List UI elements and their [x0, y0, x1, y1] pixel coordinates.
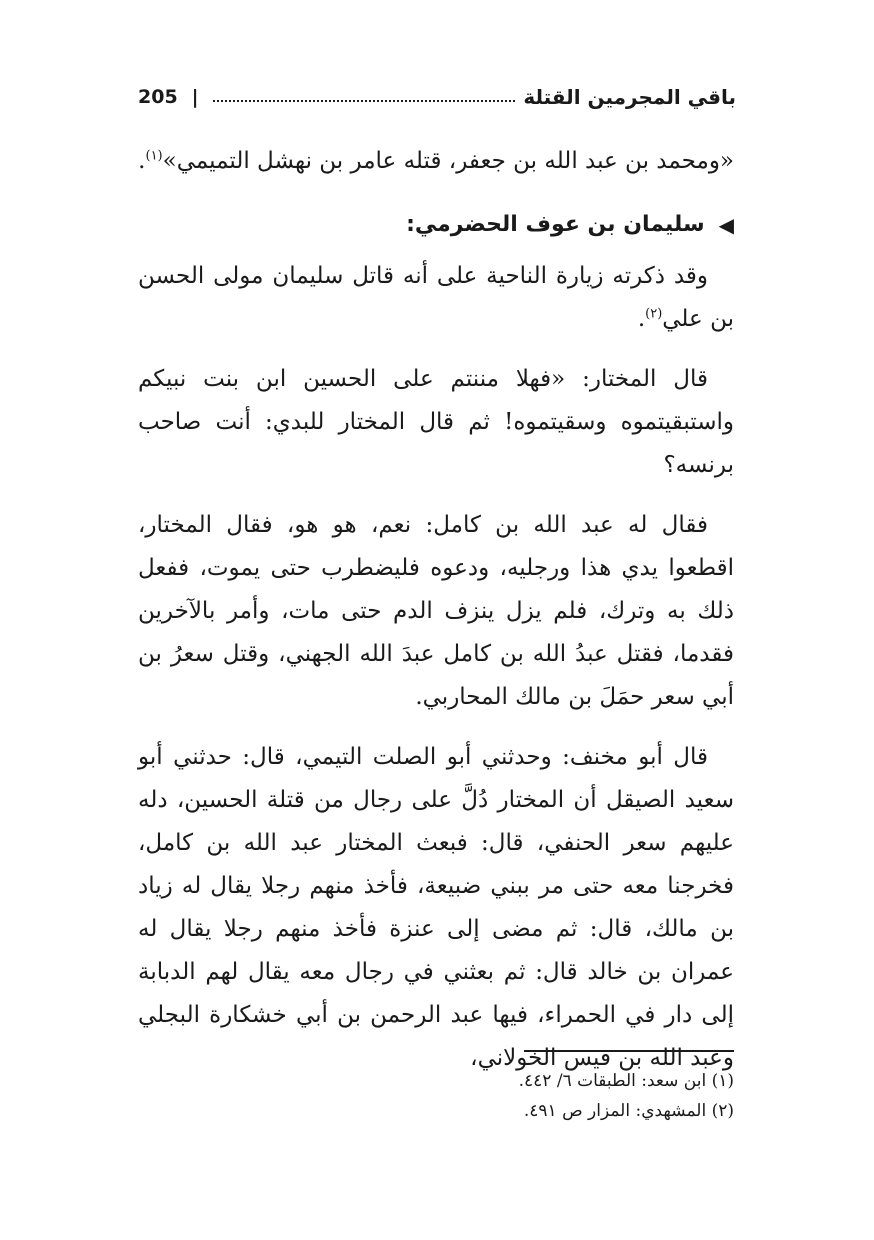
section-heading-text: سليمان بن عوف الحضرمي: [406, 212, 705, 237]
page-body [138, 140, 734, 1080]
opening-line-text: «ومحمد بن عبد الله بن جعفر، قتله عامر بن نهشل التميمي» [162, 148, 734, 174]
header-separator: | [191, 86, 199, 108]
opening-line-end: . [138, 148, 146, 174]
opening-line [138, 140, 734, 183]
footnote-ref-1: (١) [145, 148, 163, 164]
page-header [138, 80, 736, 114]
paragraph-1-end: . [637, 306, 646, 332]
footnote-2: (٢) المشهدي: المزار ص ٤٩١. [523, 1101, 734, 1121]
footnote-rule [524, 1050, 734, 1052]
triangle-pointer-icon: ◀ [718, 213, 734, 237]
footnote-1: (١) ابن سعد: الطبقات ٦/ ٤٤٢. [518, 1071, 734, 1091]
footnotes [138, 1066, 734, 1126]
paragraph-3: فقال له عبد الله بن كامل: نعم، هو هو، فقال المختار، اقطعوا يدي هذا ورجليه، ودعوه فليضطرب حتى يموت، ففعل ذلك به وترك، فلم يزل ينزف الدم حتى مات، وأمر بالآخرين فقدما، فقتل عبدُ الله بن كامل عبدَ الله الجهني، وقتل سعرُ بن أبي سعر حمَلَ بن مالك المحاربي. [138, 512, 734, 710]
running-title: باقي المجرمين القتلة [523, 85, 736, 109]
paragraph-1-text: وقد ذكرته زيارة الناحية على أنه قاتل سليمان مولى الحسن بن علي [138, 263, 734, 332]
footnote-ref-2: (٢) [645, 306, 663, 322]
paragraph-1 [138, 255, 734, 341]
paragraph-4: قال أبو مخنف: وحدثني أبو الصلت التيمي، قال: حدثني أبو سعيد الصيقل أن المختار دُلَّ على رجال من قتلة الحسين، دله عليهم سعر الحنفي، قال: فبعث المختار عبد الله بن كامل، فخرجنا معه حتى مر ببني ضبيعة، فأخذ منهم رجلا يقال له زياد بن مالك، قال: ثم مضى إلى عنزة فأخذ منهم رجلا يقال له عمران بن خالد قال: ثم بعثني في رجال معه يقال لهم الدبابة إلى دار في الحمراء، فيها عبد الرحمن بن أبي خشكارة البجلي وعبد الله بن قيس الخولاني، [138, 744, 734, 1071]
paragraph-2: قال المختار: «فهلا مننتم على الحسين ابن بنت نبيكم واستبقيتموه وسقيتموه! ثم قال المختار للبدي: أنت صاحب برنسه؟ [138, 366, 734, 478]
page-number: 205 [138, 86, 178, 108]
section-heading [138, 205, 734, 245]
header-dotted-leader [213, 100, 516, 102]
